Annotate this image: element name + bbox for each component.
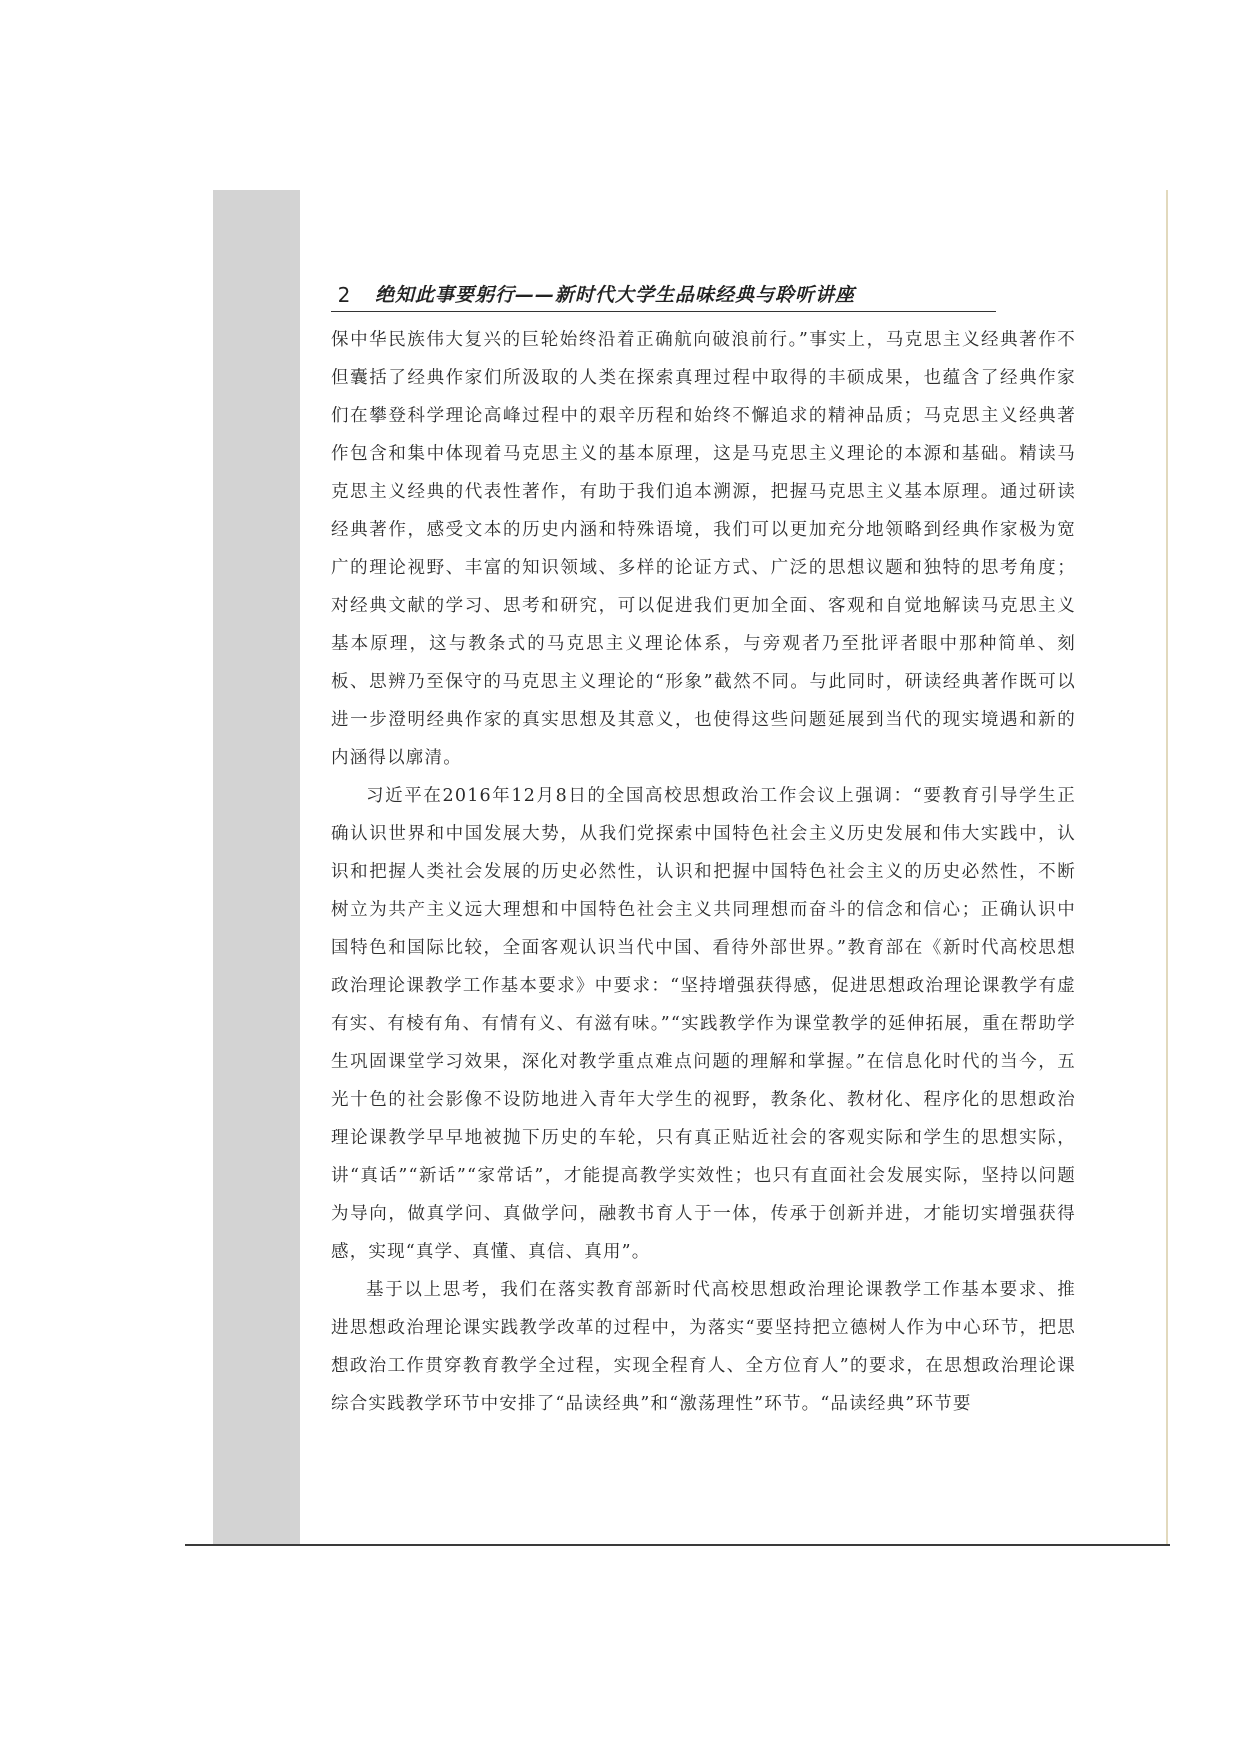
running-header-title: 绝知此事要躬行——新时代大学生品味经典与聆听讲座: [375, 284, 856, 306]
page-right-edge: [1166, 190, 1168, 1545]
body-text: [331, 321, 1076, 1423]
paragraph-3: 基于以上思考，我们在落实教育部新时代高校思想政治理论课教学工作基本要求、推进思想政治理论课实践教学改革的过程中，为落实“要坚持把立德树人作为中心环节，把思想政治工作贯穿教育教学全过程，实现全程育人、全方位育人”的要求，在思想政治理论课综合实践教学环节中安排了“品读经典”和“激荡理性”环节。“品读经典”环节要: [331, 1280, 1076, 1414]
paragraph-1: 保中华民族伟大复兴的巨轮始终沿着正确航向破浪前行。”事实上，马克思主义经典著作不但囊括了经典作家们所汲取的人类在探索真理过程中取得的丰硕成果，也蕴含了经典作家们在攀登科学理论高峰过程中的艰辛历程和始终不懈追求的精神品质；马克思主义经典著作包含和集中体现着马克思主义的基本原理，这是马克思主义理论的本源和基础。精读马克思主义经典的代表性著作，有助于我们追本溯源，把握马克思主义基本原理。通过研读经典著作，感受文本的历史内涵和特殊语境，我们可以更加充分地领略到经典作家极为宽广的理论视野、丰富的知识领域、多样的论证方式、广泛的思想议题和独特的思考角度；对经典文献的学习、思考和研究，可以促进我们更加全面、客观和自觉地解读马克思主义基本原理，这与教条式的马克思主义理论体系，与旁观者乃至批评者眼中那种简单、刻板、思辨乃至保守的马克思主义理论的“形象”截然不同。与此同时，研读经典著作既可以进一步澄明经典作家的真实思想及其意义，也使得这些问题延展到当代的现实境遇和新的内涵得以廓清。: [331, 330, 1076, 768]
bottom-rule: [185, 1544, 1170, 1546]
book-page: [213, 190, 1169, 1545]
page-number: 2: [337, 283, 351, 307]
running-header: [331, 274, 996, 312]
page-gutter-shadow: [213, 190, 300, 1545]
paragraph-2: 习近平在2016年12月8日的全国高校思想政治工作会议上强调：“要教育引导学生正确认识世界和中国发展大势，从我们党探索中国特色社会主义历史发展和伟大实践中，认识和把握人类社会发展的历史必然性，认识和把握中国特色社会主义的历史必然性，不断树立为共产主义远大理想和中国特色社会主义共同理想而奋斗的信念和信心；正确认识中国特色和国际比较，全面客观认识当代中国、看待外部世界。”教育部在《新时代高校思想政治理论课教学工作基本要求》中要求：“坚持增强获得感，促进思想政治理论课教学有虚有实、有棱有角、有情有义、有滋有味。”“实践教学作为课堂教学的延伸拓展，重在帮助学生巩固课堂学习效果，深化对教学重点难点问题的理解和掌握。”在信息化时代的当今，五光十色的社会影像不设防地进入青年大学生的视野，教条化、教材化、程序化的思想政治理论课教学早早地被抛下历史的车轮，只有真正贴近社会的客观实际和学生的思想实际，讲“真话”“新话”“家常话”，才能提高教学实效性；也只有直面社会发展实际，坚持以问题为导向，做真学问、真做学问，融教书育人于一体，传承于创新并进，才能切实增强获得感，实现“真学、真懂、真信、真用”。: [331, 786, 1076, 1262]
